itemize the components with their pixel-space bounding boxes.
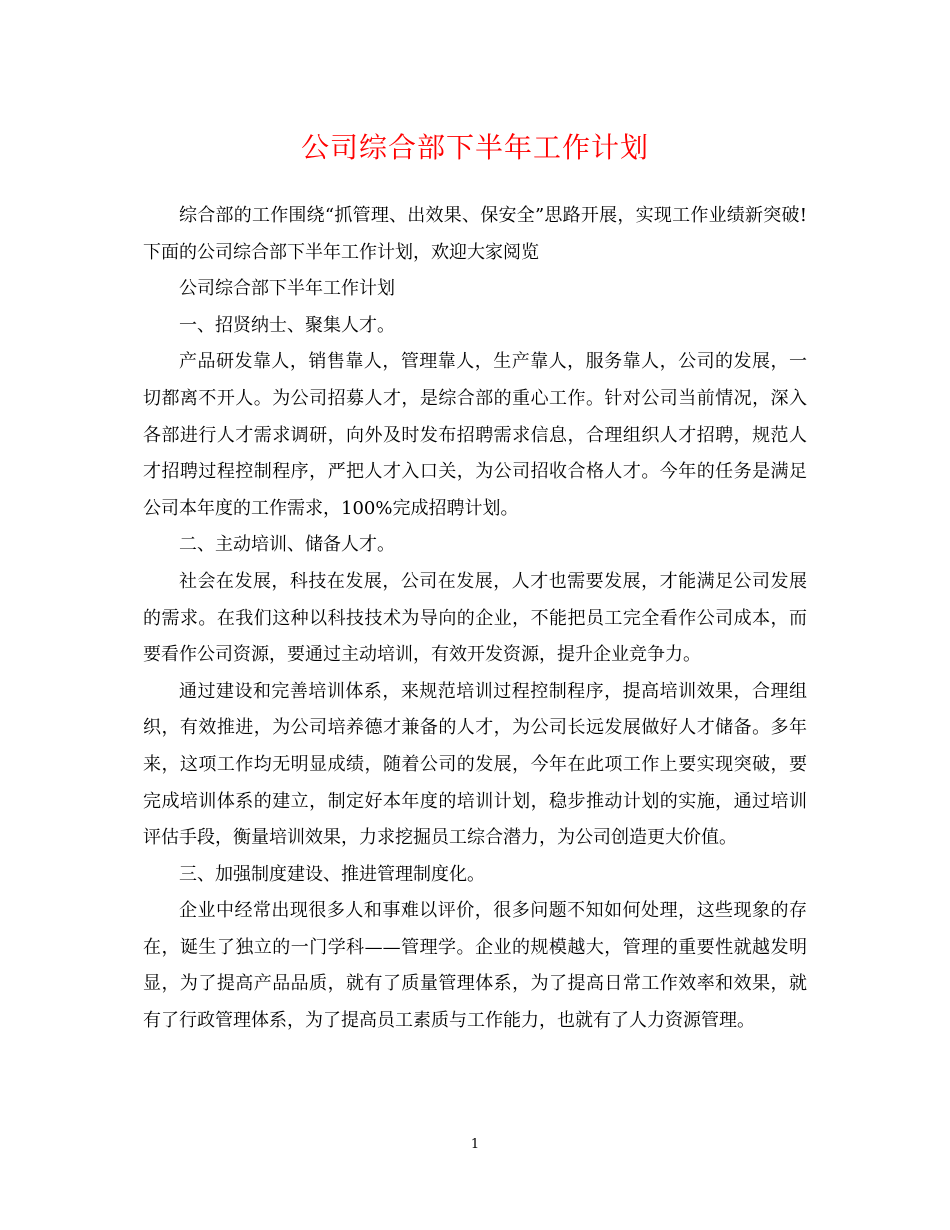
section-heading-1: 一、招贤纳士、聚集人才。 [179, 314, 395, 336]
document-body [143, 198, 807, 1040]
intro-paragraph: 综合部的工作围绕“抓管理、出效果、保安全”思路开展，实现工作业绩新突破!下面的公司综合部下半年工作计划，欢迎大家阅览 [143, 205, 807, 263]
body-paragraph: 产品研发靠人，销售靠人，管理靠人，生产靠人，服务靠人，公司的发展，一切都离不开人。为公司招募人才，是综合部的重心工作。针对公司当前情况，深入各部进行人才需求调研，向外及时发布招聘需求信息，合理组织人才招聘，规范人才招聘过程控制程序，严把人才入口关，为公司招收合格人才。今年的任务是满足公司本年度的工作需求，100%完成招聘计划。 [143, 351, 807, 519]
section-heading-2: 二、主动培训、储备人才。 [179, 534, 395, 556]
document-title: 公司综合部下半年工作计划 [300, 131, 649, 164]
body-paragraph: 企业中经常出现很多人和事难以评价，很多问题不知如何处理，这些现象的存在，诞生了独立的一门学科——管理学。企业的规模越大，管理的重要性就越发明显，为了提高产品品质，就有了质量管理体系，为了提高日常工作效率和效果，就有了行政管理体系，为了提高员工素质与工作能力，也就有了人力资源管理。 [143, 900, 807, 1032]
section-heading-3: 三、加强制度建设、推进管理制度化。 [179, 863, 485, 885]
body-paragraph: 通过建设和完善培训体系，来规范培训过程控制程序，提高培训效果，合理组织，有效推进，为公司培养德才兼备的人才，为公司长远发展做好人才储备。多年来，这项工作均无明显成绩，随着公司的发展，今年在此项工作上要实现突破，要完成培训体系的建立，制定好本年度的培训计划，稳步推动计划的实施，通过培训评估手段，衡量培训效果，力求挖掘员工综合潜力，为公司创造更大价值。 [143, 680, 807, 849]
subtitle-paragraph: 公司综合部下半年工作计划 [179, 278, 395, 300]
body-paragraph: 社会在发展，科技在发展，公司在发展，人才也需要发展，才能满足公司发展的需求。在我们这种以科技技术为导向的企业，不能把员工完全看作公司成本，而要看作公司资源，要通过主动培训，有效开发资源，提升企业竞争力。 [143, 570, 807, 666]
page-number: 1 [470, 1137, 480, 1152]
